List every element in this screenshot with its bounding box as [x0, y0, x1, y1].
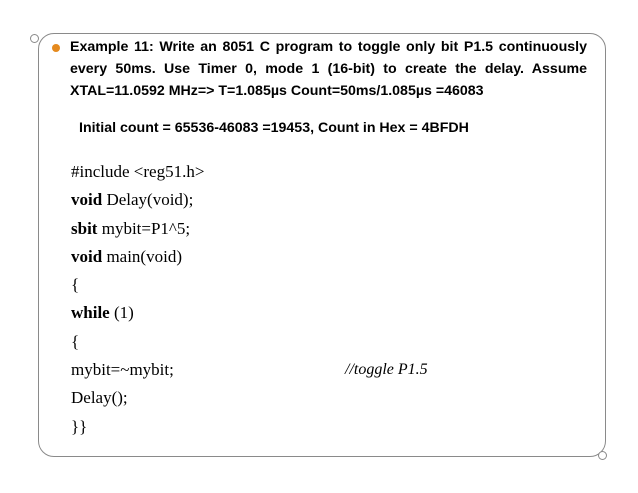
keyword-void: void [71, 246, 103, 266]
code-line-open-brace-2: { [71, 331, 80, 351]
code-comment-toggle: //toggle P1.5 [345, 361, 428, 378]
initial-count-text: Initial count = 65536-46083 =19453, Count in Hex = 4BFDH [79, 120, 469, 136]
code-line-open-brace: { [71, 275, 80, 295]
code-line-delay-prototype [71, 186, 204, 214]
code-text: Delay(void); [102, 190, 194, 210]
keyword-sbit: sbit [71, 218, 98, 238]
example-heading [70, 36, 587, 102]
keyword-void: void [71, 190, 103, 210]
code-text: mybit=P1^5; [97, 218, 191, 238]
code-line-while [71, 299, 204, 327]
heading-line-2: every 50ms. Use Timer 0, mode 1 (16-bit) to create the delay. Assume [70, 61, 587, 77]
heading-line-3: XTAL=11.0592 MHz=> T=1.085µs Count=50ms/1.085µs =46083 [70, 83, 484, 99]
code-text: main(void) [102, 246, 182, 266]
code-line-delay-call: Delay(); [71, 388, 128, 408]
code-line-include: #include <reg51.h> [71, 162, 205, 181]
code-block [71, 158, 204, 441]
code-text: (1) [109, 303, 134, 323]
code-line-main [71, 243, 204, 271]
code-line-close-braces: }} [71, 416, 88, 436]
heading-line-1: Example 11: Write an 8051 C program to toggle only bit P1.5 continuously [70, 39, 587, 55]
bullet-dot-icon [52, 44, 60, 52]
keyword-while: while [71, 303, 110, 323]
frame-corner-dot-top-left [30, 34, 39, 43]
code-line-toggle: mybit=~mybit; [71, 360, 174, 380]
frame-corner-dot-bottom-right [598, 451, 607, 460]
code-line-sbit [71, 215, 204, 243]
